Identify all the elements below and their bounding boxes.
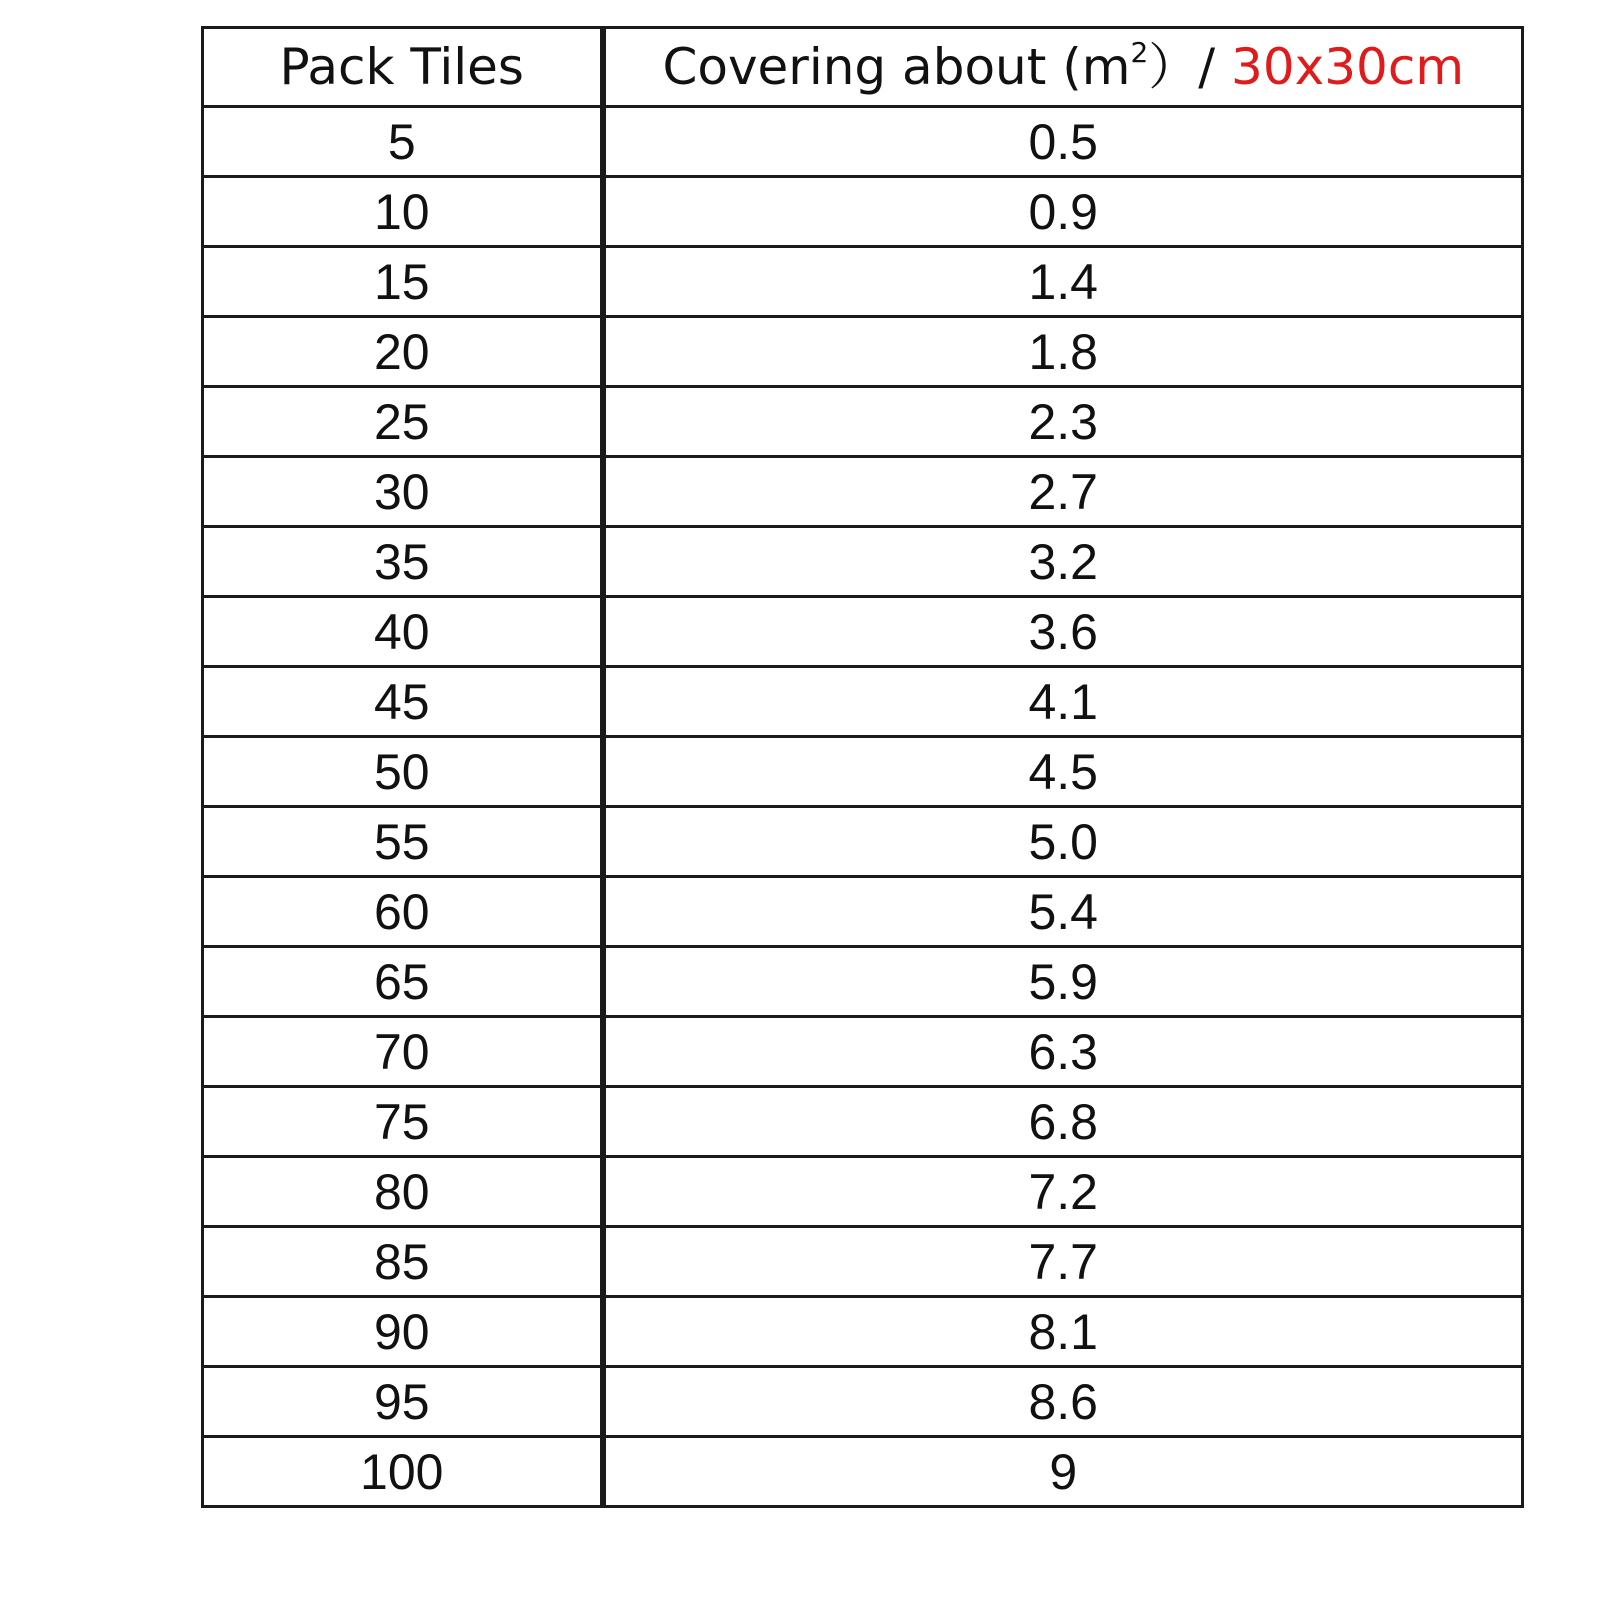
cell-covering-area: 1.8 — [603, 317, 1523, 387]
cell-covering-area: 0.5 — [603, 107, 1523, 177]
table-row — [203, 1087, 1523, 1157]
cell-pack-tiles: 80 — [203, 1157, 603, 1227]
cell-covering-area: 5.9 — [603, 947, 1523, 1017]
cell-pack-tiles: 35 — [203, 527, 603, 597]
table-row — [203, 1367, 1523, 1437]
cell-pack-tiles: 45 — [203, 667, 603, 737]
cell-covering-area: 7.2 — [603, 1157, 1523, 1227]
cell-covering-area: 6.3 — [603, 1017, 1523, 1087]
table-row — [203, 1437, 1523, 1507]
table-row — [203, 947, 1523, 1017]
cell-pack-tiles: 75 — [203, 1087, 603, 1157]
cell-covering-area: 3.2 — [603, 527, 1523, 597]
cell-pack-tiles: 90 — [203, 1297, 603, 1367]
cell-covering-area: 0.9 — [603, 177, 1523, 247]
table-row — [203, 317, 1523, 387]
table-row — [203, 247, 1523, 317]
header-covering-prefix: Covering about (m — [662, 38, 1131, 96]
table-row — [203, 1297, 1523, 1367]
cell-pack-tiles: 95 — [203, 1367, 603, 1437]
cell-covering-area: 4.1 — [603, 667, 1523, 737]
cell-covering-area: 4.5 — [603, 737, 1523, 807]
table-row — [203, 387, 1523, 457]
table-row — [203, 877, 1523, 947]
table-row — [203, 527, 1523, 597]
cell-pack-tiles: 65 — [203, 947, 603, 1017]
header-pack-tiles — [203, 28, 603, 107]
cell-pack-tiles: 10 — [203, 177, 603, 247]
cell-pack-tiles: 70 — [203, 1017, 603, 1087]
header-covering-exponent: 2 — [1130, 36, 1149, 70]
coverage-table — [201, 26, 1524, 1508]
cell-pack-tiles: 85 — [203, 1227, 603, 1297]
table-row — [203, 1227, 1523, 1297]
cell-covering-area: 7.7 — [603, 1227, 1523, 1297]
table-row — [203, 1017, 1523, 1087]
cell-pack-tiles: 55 — [203, 807, 603, 877]
cell-covering-area: 8.6 — [603, 1367, 1523, 1437]
table-row — [203, 597, 1523, 667]
table-header-row — [203, 28, 1523, 107]
table-row — [203, 1157, 1523, 1227]
cell-covering-area: 2.3 — [603, 387, 1523, 457]
header-covering-about — [603, 28, 1523, 107]
cell-pack-tiles: 25 — [203, 387, 603, 457]
cell-pack-tiles: 50 — [203, 737, 603, 807]
header-covering-suffix: ）/ — [1148, 38, 1232, 96]
cell-covering-area: 8.1 — [603, 1297, 1523, 1367]
cell-pack-tiles: 30 — [203, 457, 603, 527]
cell-pack-tiles: 100 — [203, 1437, 603, 1507]
cell-pack-tiles: 15 — [203, 247, 603, 317]
table-row — [203, 737, 1523, 807]
cell-covering-area: 3.6 — [603, 597, 1523, 667]
cell-covering-area: 6.8 — [603, 1087, 1523, 1157]
cell-covering-area: 5.0 — [603, 807, 1523, 877]
table-row — [203, 457, 1523, 527]
header-pack-tiles-label: Pack Tiles — [279, 38, 524, 96]
cell-covering-area: 9 — [603, 1437, 1523, 1507]
cell-pack-tiles: 60 — [203, 877, 603, 947]
table-body — [203, 107, 1523, 1507]
cell-covering-area: 1.4 — [603, 247, 1523, 317]
table-row — [203, 177, 1523, 247]
cell-covering-area: 5.4 — [603, 877, 1523, 947]
table-row — [203, 107, 1523, 177]
table-row — [203, 667, 1523, 737]
cell-covering-area: 2.7 — [603, 457, 1523, 527]
cell-pack-tiles: 5 — [203, 107, 603, 177]
table-row — [203, 807, 1523, 877]
header-tile-size: 30x30cm — [1231, 38, 1465, 96]
cell-pack-tiles: 20 — [203, 317, 603, 387]
cell-pack-tiles: 40 — [203, 597, 603, 667]
